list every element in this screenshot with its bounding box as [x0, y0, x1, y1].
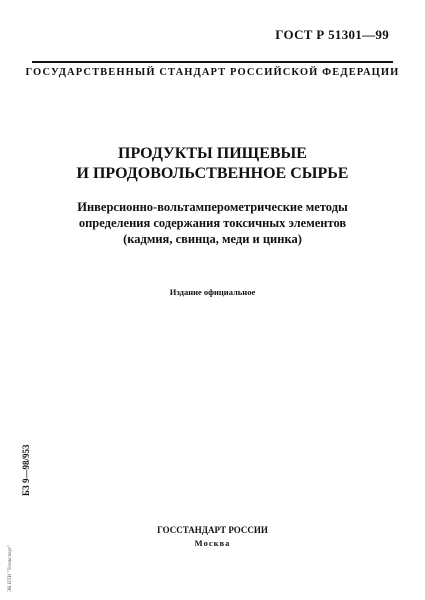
- title-line: ПРОДУКТЫ ПИЩЕВЫЕ: [118, 145, 307, 162]
- subtitle-line: определения содержания токсичных элементов: [78, 216, 347, 230]
- document-title: [0, 144, 425, 184]
- document-subtitle: [0, 199, 425, 247]
- publisher-name: ГОССТАНДАРТ РОССИИ: [157, 525, 268, 535]
- subtitle-line: (кадмия, свинца, меди и цинка): [123, 232, 302, 246]
- edition-note: Издание официальное: [169, 287, 256, 297]
- document-code: ГОСТ Р 51301—99: [275, 27, 389, 42]
- title-line: И ПРОДОВОЛЬСТВЕННОЕ СЫРЬЕ: [76, 165, 349, 182]
- publication-city: Москва: [194, 538, 231, 548]
- state-standard-heading: ГОСУДАРСТВЕННЫЙ СТАНДАРТ РОССИЙСКОЙ ФЕДЕРАЦИИ: [25, 67, 400, 78]
- side-registration-code: БЗ 9—98/953: [21, 444, 31, 496]
- side-source-stamp: ЭК НТИ "Техэксперт": [8, 544, 13, 592]
- subtitle-line: Инверсионно-вольтамперометрические методы: [77, 200, 348, 214]
- header-divider: [32, 61, 393, 63]
